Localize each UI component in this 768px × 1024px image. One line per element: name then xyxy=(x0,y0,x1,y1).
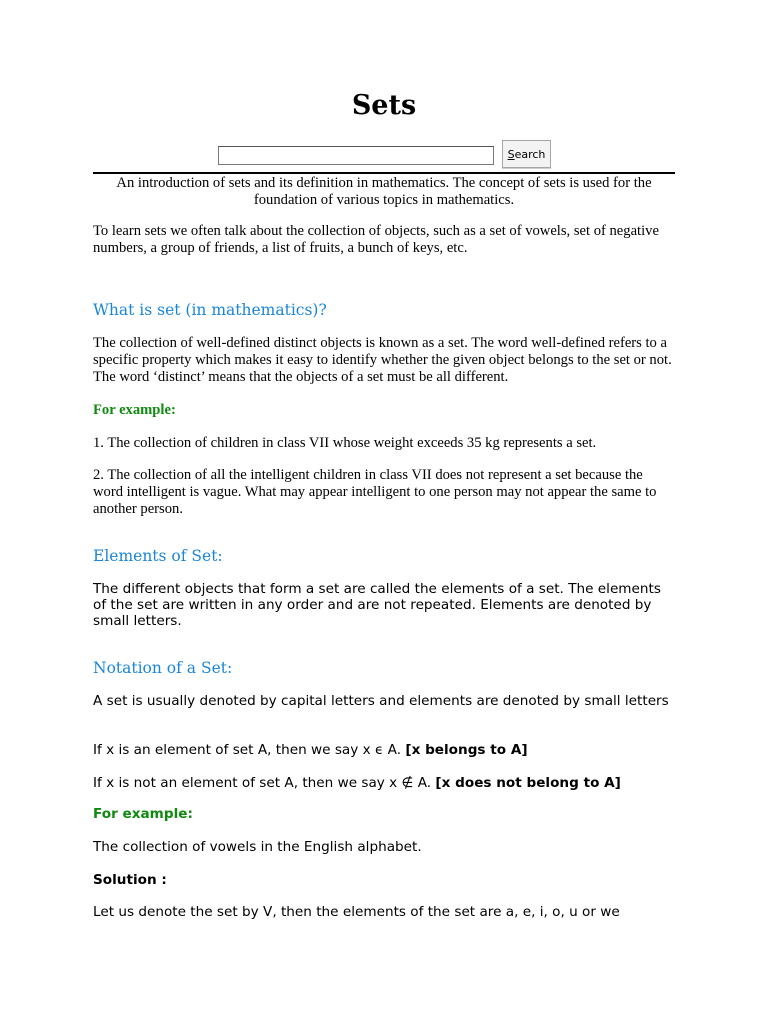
search-button-accesskey: S xyxy=(507,147,515,161)
example-label: For example: xyxy=(93,402,176,418)
notation-example-label: For example: xyxy=(93,806,193,822)
section-heading-notation: Notation of a Set: xyxy=(93,659,233,677)
notation-example: The collection of vowels in the English alphabet. xyxy=(93,839,422,855)
belongs-statement xyxy=(93,742,675,758)
section-heading-what-is-set: What is set (in mathematics)? xyxy=(93,301,327,319)
search-input[interactable] xyxy=(218,146,494,165)
example-item-1: 1. The collection of children in class VII whose weight exceeds 35 kg represents a set. xyxy=(93,435,597,451)
search-button[interactable] xyxy=(502,140,551,168)
solution-text: Let us denote the set by V, then the elements of the set are a, e, i, o, u or we xyxy=(93,904,620,920)
header-divider xyxy=(93,172,675,174)
solution-label: Solution : xyxy=(93,872,167,888)
search-button-label: earch xyxy=(514,147,546,161)
not-belongs-text: If x is not an element of set A, then we say x ∉ A. xyxy=(93,775,436,791)
section-heading-elements: Elements of Set: xyxy=(93,547,223,565)
not-belongs-statement xyxy=(93,775,675,791)
example-item-2: 2. The collection of all the intelligent children in class VII does not represent a set because the word intelligent is vague. What may appear intelligent to one person may not appear the same to another person. xyxy=(93,467,657,517)
not-belongs-bold: [x does not belong to A] xyxy=(435,775,621,791)
notation-paragraph: A set is usually denoted by capital letters and elements are denoted by small letters xyxy=(93,693,669,709)
intro-paragraph: To learn sets we often talk about the collection of objects, such as a set of vowels, set of negative numbers, a group of friends, a list of fruits, a bunch of keys, etc. xyxy=(93,223,659,256)
set-definition-paragraph: The collection of well-defined distinct objects is known as a set. The word well-defined refers to a specific property which makes it easy to identify whether the given object belongs to the set or not. The word ‘distinct’ means that the objects of a set must be all different. xyxy=(93,335,672,385)
intro-text: An introduction of sets and its definition in mathematics. The concept of sets is used for the foundation of various topics in mathematics. xyxy=(116,175,652,208)
page-title: Sets xyxy=(351,90,417,121)
elements-paragraph: The different objects that form a set are called the elements of a set. The elements of the set are written in any order and are not repeated. Elements are denoted by small letters. xyxy=(93,581,661,629)
search-bar xyxy=(93,140,675,168)
belongs-bold: [x belongs to A] xyxy=(405,742,528,758)
belongs-text: If x is an element of set A, then we say x ϵ A. xyxy=(93,742,406,758)
